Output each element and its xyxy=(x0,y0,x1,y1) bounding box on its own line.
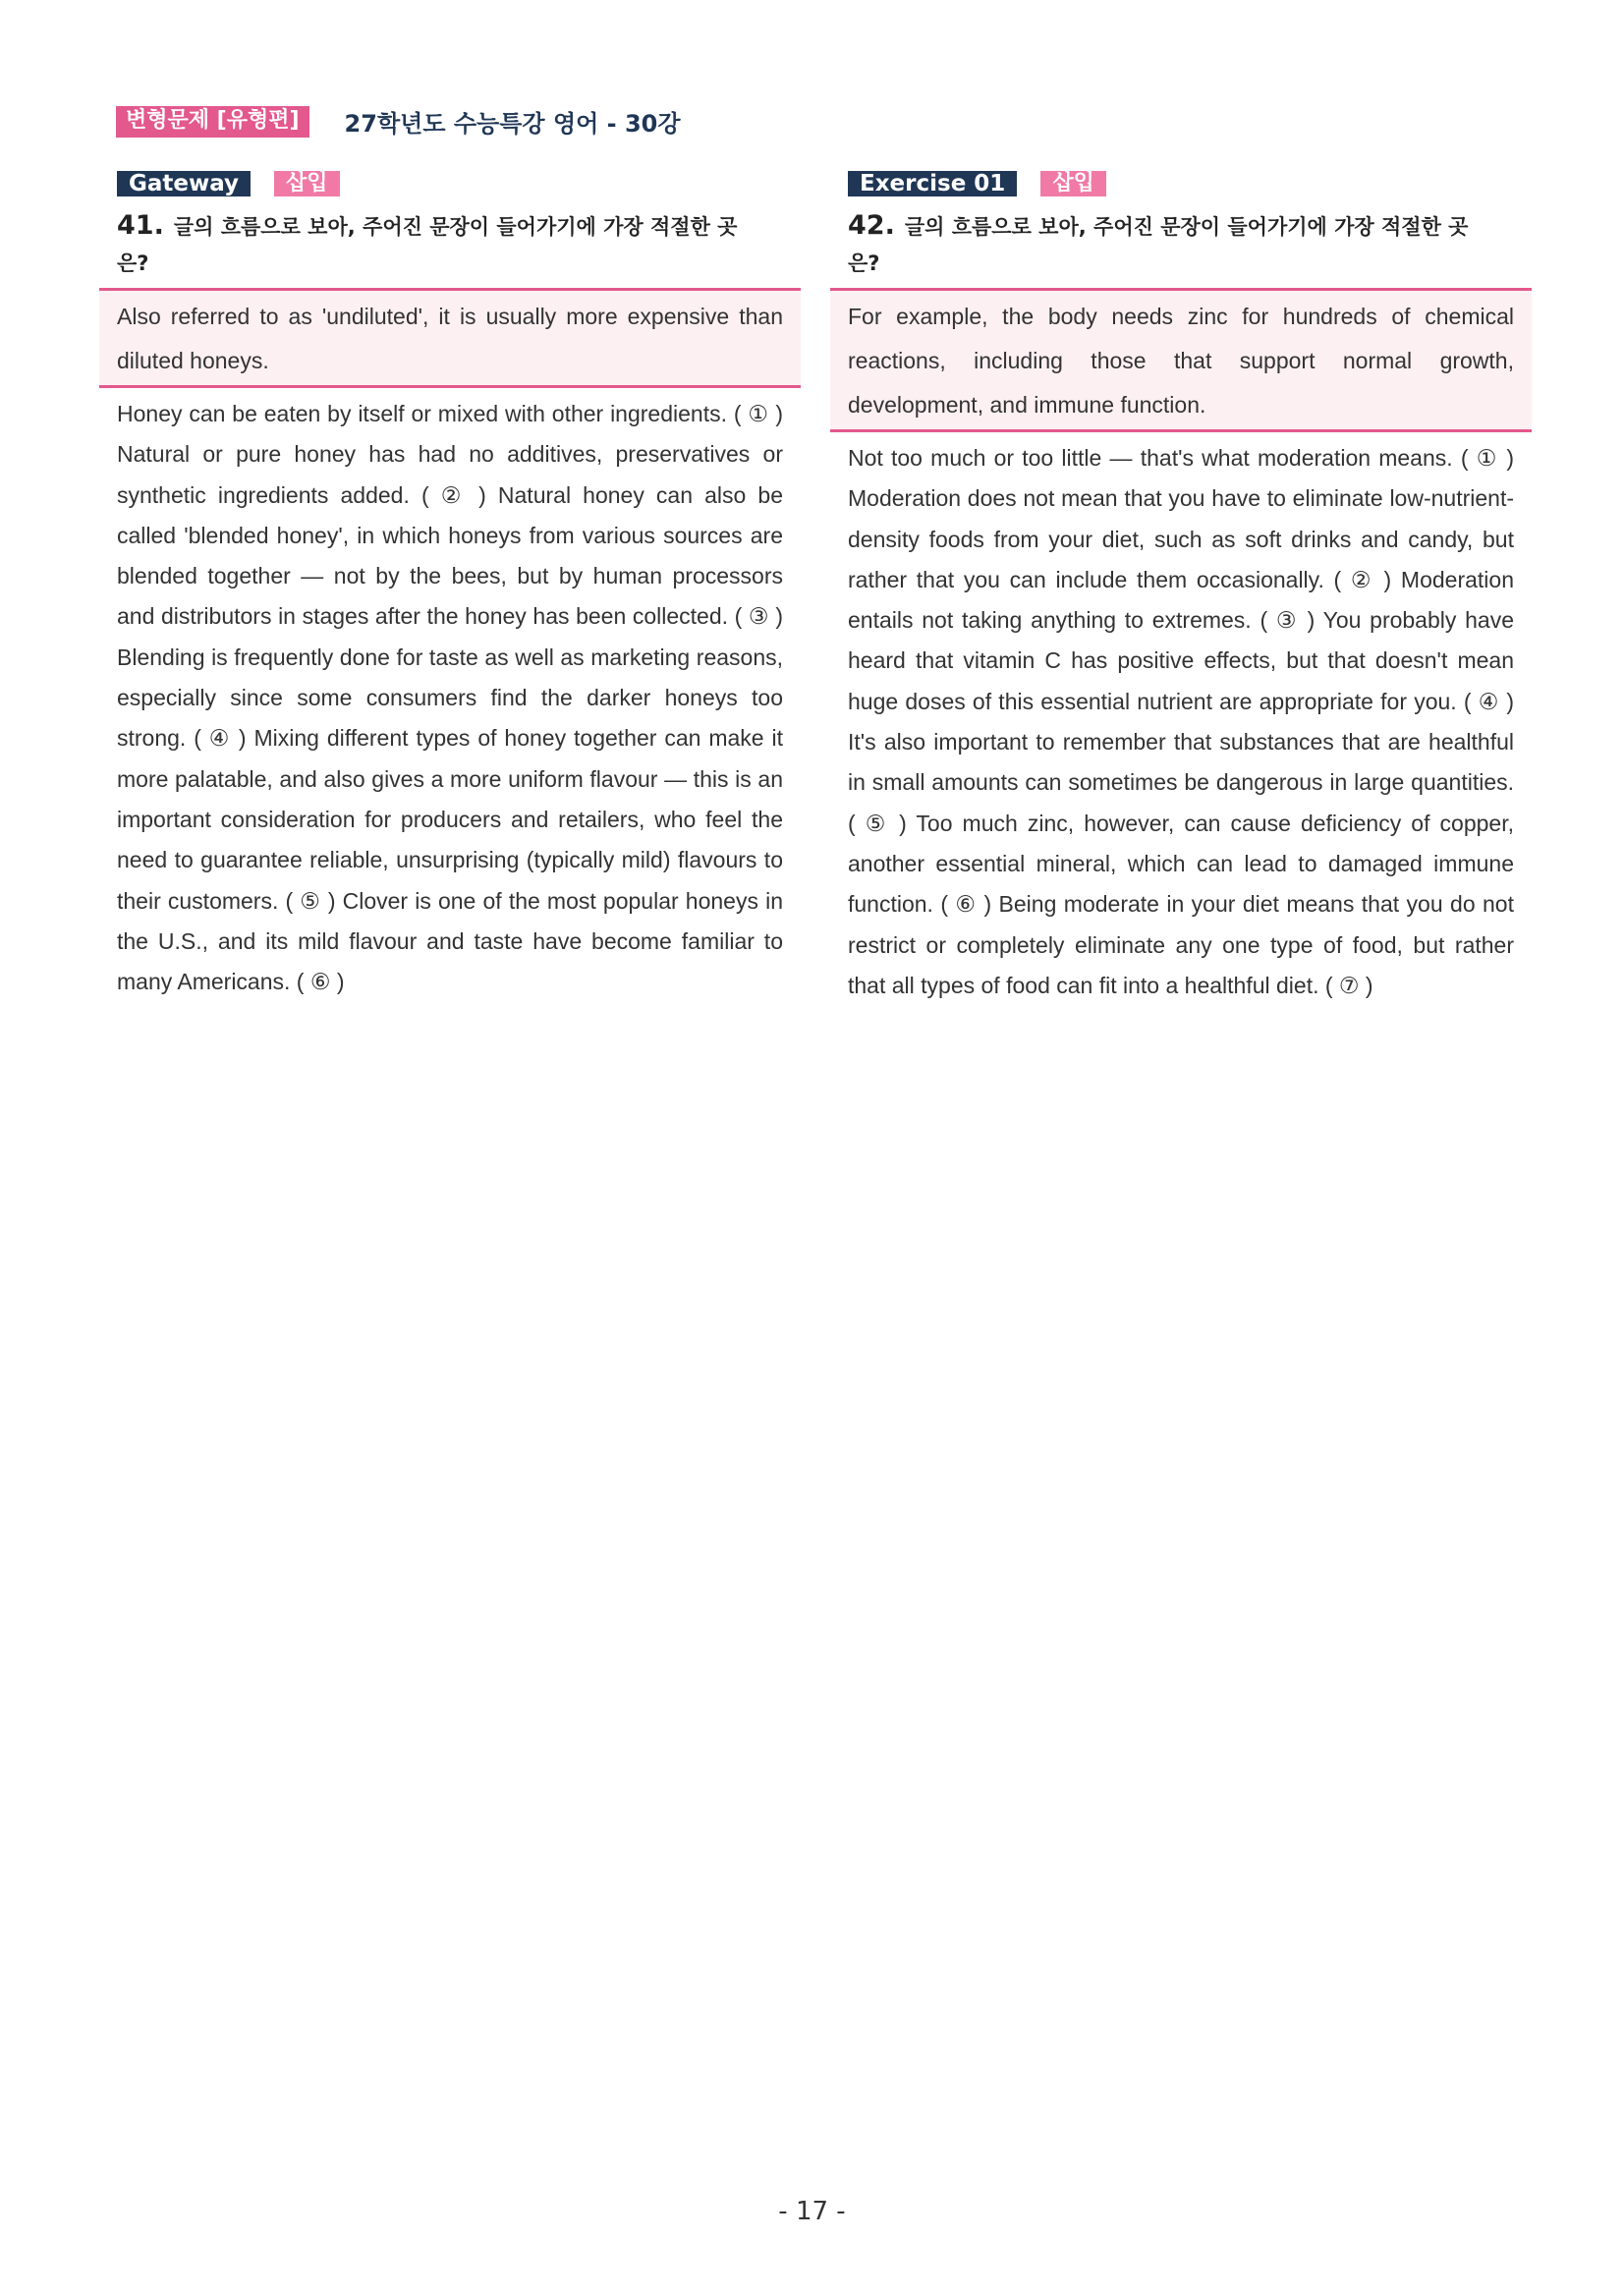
question-42-column xyxy=(830,170,1532,1006)
insertion-type-tag: 삽입 xyxy=(1040,171,1106,196)
question-42-prompt xyxy=(830,207,1532,282)
question-number: 42. xyxy=(848,210,895,241)
book-title: 27학년도 수능특강 영어 - 30강 xyxy=(344,110,681,138)
question-number: 41. xyxy=(117,210,164,241)
given-sentence: For example, the body needs zinc for hundreds of chemical reactions, including those that support normal growth, development, and immune function. xyxy=(848,304,1514,418)
page-header xyxy=(116,104,681,139)
question-text: 글의 흐름으로 보아, 주어진 문장이 들어가기에 가장 적절한 곳은? xyxy=(117,215,738,275)
passage-text: Not too much or too little — that's what moderation means. ( ① ) Moderation does not mean that you have to eliminate low-nutrient-density foods from your diet, such as soft drinks and candy, but rather that you can include them occasionally. ( ② ) Moderation entails not taking anything to extremes. ( ③ ) You probably have heard that vitamin C has positive effects, but that doesn't mean huge doses of this essential nutrient are appropriate for you. ( ④ ) It's also important to remember that substances that are healthful in small amounts can sometimes be dangerous in large quantities. ( ⑤ ) Too much zinc, however, can cause deficiency of copper, another essential mineral, which can lead to damaged immune function. ( ⑥ ) Being moderate in your diet means that you do not restrict or completely eliminate any one type of food, but rather that all types of food can fit into a healthful diet. ( ⑦ ) xyxy=(848,445,1514,998)
question-42-labels xyxy=(830,170,1532,197)
question-text: 글의 흐름으로 보아, 주어진 문장이 들어가기에 가장 적절한 곳은? xyxy=(848,215,1469,275)
exercise-label: Exercise 01 xyxy=(848,171,1017,196)
question-41-column xyxy=(99,170,801,1002)
question-41-prompt xyxy=(99,207,801,282)
series-tag: 변형문제 [유형편] xyxy=(116,106,309,138)
insertion-type-tag: 삽입 xyxy=(274,171,340,196)
gateway-label: Gateway xyxy=(117,171,251,196)
given-sentence-box xyxy=(830,288,1532,432)
question-41-labels xyxy=(99,170,801,197)
given-sentence: Also referred to as 'undiluted', it is usually more expensive than diluted honeys. xyxy=(117,304,783,373)
page-number: - 17 - xyxy=(778,2197,846,2226)
passage-text: Honey can be eaten by itself or mixed with other ingredients. ( ① ) Natural or pure honey has had no additives, preservatives or synthetic ingredients added. ( ② ) Natural honey can also be called 'blended honey', in which honeys from various sources are blended together — not by the bees, but by human processors and distributors in stages after the honey has been collected. ( ③ ) Blending is frequently done for taste as well as marketing reasons, especially since some consumers find the darker honeys too strong. ( ④ ) Mixing different types of honey together can make it more palatable, and also gives a more uniform flavour — this is an important consideration for producers and retailers, who feel the need to guarantee reliable, unsurprising (typically mild) flavours to their customers. ( ⑤ ) Clover is one of the most popular honeys in the U.S., and its mild flavour and taste have become familiar to many Americans. ( ⑥ ) xyxy=(117,401,783,995)
given-sentence-box xyxy=(99,288,801,388)
